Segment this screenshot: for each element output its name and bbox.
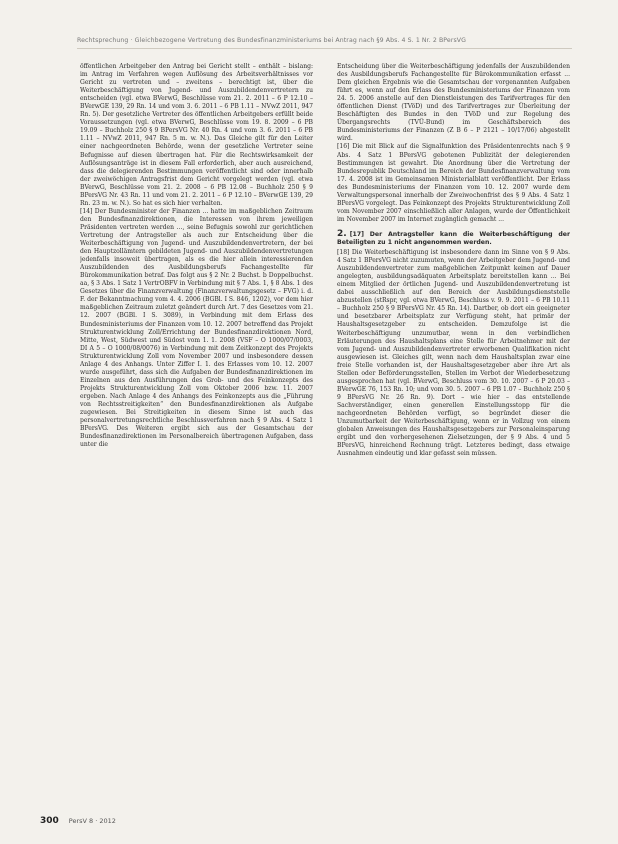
running-head: Rechtsprechung · Gleichbezogene Vertretung des Bundesfinanzministeriums bei Antrag nach §9 Abs. 4 S. 1 Nr. 2 BPersVG <box>77 37 467 44</box>
paragraph: Entscheidung über die Weiterbeschäftigung jedenfalls der Auszubildenden des Ausbildungsberufs Fachangestellte für Bürokommunikation erfasst ... Dem gleichen Ergebnis wie die Gesamtschau der vorgenannten Aufgaben führt es, wenn auf den Erlass des Bundesministeriums der Finanzen vom 24. 5. 2006 anstelle auf den Dienstleistungen des Tarifvertrages für den öffentlichen Dienst (TVöD) und des Tarifvertrages zur Überleitung der Beschäftigten des Bundes in den TVöD und zur Regelung des Übergangsrechts (TVÜ-Bund) im Geschäftsbereich des Bundesministeriums der Finanzen (Z B 6 – P 2121 – 10/17/06) abgestellt wird. <box>337 63 570 143</box>
paragraph: [14] Der Bundesminister der Finanzen ... hatte im maßgeblichen Zeitraum den Bundesfinanzdirektionen, die Interessen von ihrem jeweiligen Präsidenten vertreten werden ..., seine Befugnis sowohl zur gerichtlichen Vertretung der Antragsteller als auch zur Entscheidung über die Weiterbeschäftigung von Jugend- und Auszubildendenvertretern, der bei den Hauptzollämtern gebildeten Jugend- und Auszubildendenvertretungen jedenfalls insoweit übertragen, als es die hier allein interessierenden Auszubildenden des Ausbildungsberufs Fachangestellte für Bürokommunikation betraf. Das folgt aus § 2 Nr. 2 Buchst. b Doppelbuchst. aa, § 3 Abs. 1 Satz 1 VertrOBFV in Verbindung mit § 7 Abs. 1, § 8 Abs. 1 des Gesetzes über die Finanzverwaltung (Finanzverwaltungsgesetz – FVG) i. d. F. der Bekanntmachung vom 4. 4. 2006 (BGBl. I S. 846, 1202), vor dem hier maßgeblichen Zeitraum zuletzt geändert durch Art. 7 des Gesetzes vom 21. 12. 2007 (BGBl. I S. 3089), in Verbindung mit dem Erlass des Bundesministeriums der Finanzen vom 10. 12. 2007 betreffend das Projekt Strukturentwicklung Zoll/Errichtung der Bundesfinanzdirektionen Nord, Mitte, West, Südwest und Südost vom 1. 1. 2008 (VSF – O 1000/07/0003, DI A 5 – O 1000/08/0076) in Verbindung mit dem Zeitkonzept des Projekts Strukturentwicklung Zoll vom November 2007 und insbesondere dessen Anlage 4 des Anhangs. Unter Ziffer I. 1. des Erlasses vom 10. 12. 2007 wurde ausgeführt, dass sich die Aufgaben der Bundesfinanzdirektionen im Einzelnen aus den Ausführungen des Grob- und des Feinkonzepts des Projekts Strukturentwicklung Zoll vom Oktober 2006 bzw. 11. 2007 ergeben. Nach Anlage 4 des Anhangs des Feinkonzepts aus die „Führung von Rechtsstreitigkeiten“ den Bundesfinanzdirektionen als Aufgabe zugewiesen. Bei Streitigkeiten in diesem Sinne ist auch das personalvertretungsrechtliche Beschlussverfahren nach § 9 Abs. 4 Satz 1 BPersVG. Des Weiteren ergibt sich aus der Gesamtschau der Bundesfinanzdirektionen im Personalbereich übertragenen Aufgaben, dass unter die <box>80 207 313 449</box>
section-heading <box>337 230 570 247</box>
page-footer <box>40 816 116 826</box>
header-rule <box>77 48 572 49</box>
left-column <box>80 63 313 813</box>
journal-issue: PersV 8 · 2012 <box>68 817 116 825</box>
paragraph: öffentlichen Arbeitgeber den Antrag bei Gericht stellt – enthält – bislang: im Antrag im Verfahren wegen Auflösung des Arbeitsverhältnisses vor Gericht zu vertreten und – zweitens – berechtigt ist, über die Weiterbeschäftigung von Jugend- und Auszubildendenvertretern zu entscheiden (vgl. etwa BVerwG, Beschlüsse vom 21. 2. 2011 – 6 P 12.10 – BVerwGE 139, 29 Rn. 14 und vom 3. 6. 2011 – 6 PB 1.11 – NVwZ 2011, 947 Rn. 5). Der gesetzliche Vertreter des öffentlichen Arbeitgebers erfüllt beide Voraussetzungen (vgl. etwa BVerwG, Beschlüsse vom 19. 8. 2009 – 6 PB 19.09 – Buchholz 250 § 9 BPersVG Nr. 40 Rn. 4 und vom 3. 6. 2011 – 6 PB 1.11 – NVwZ 2011, 947 Rn. 5 m. w. N.). Das Gleiche gilt für den Leiter einer nachgeordneten Behörde, wenn der gesetzliche Vertreter seine Befugnisse auf diesen übertragen hat. Für die Rechtswirksamkeit der Auflösungsanträge ist in diesem Fall erforderlich, aber auch ausreichend, dass die delegierenden Bestimmungen veröffentlicht sind oder innerhalb der zweiwöchigen Antragsfrist dem Gericht vorgelegt werden (vgl. etwa BVerwG, Beschlüsse vom 21. 2. 2008 – 6 PB 12.08 – Buchholz 250 § 9 BPersVG Nr. 43 Rn. 11 und vom 21. 2. 2011 – 6 P 12.10 – BVerwGE 139, 29 Rn. 23 m. w. N.). So hat es sich hier verhalten. <box>80 63 313 207</box>
right-column <box>337 63 570 813</box>
page-number: 300 <box>40 816 59 826</box>
paragraph: [16] Die mit Blick auf die Signalfunktion des Präsidentenrechts nach § 9 Abs. 4 Satz 1 BPersVG gebotenen Publizität der delegierenden Bestimmungen ist gewahrt. Die Anordnung über die Vertretung der Bundesrepublik Deutschland im Bereich der Bundesfinanzverwaltung vom 17. 4. 2008 ist im Gemeinsamen Ministerialblatt veröffentlicht. Der Erlass des Bundesministeriums der Finanzen vom 10. 12. 2007 wurde dem Verwaltungspersonal innerhalb der Zweiwochenfrist des § 9 Abs. 4 Satz 1 BPersVG vorgelegt. Das Feinkonzept des Projekts Strukturentwicklung Zoll vom November 2007 einschließlich aller Anlagen, wurde der Öffentlichkeit im November 2007 im Internet zugänglich gemacht ... <box>337 143 570 223</box>
section-title: [17] Der Antragsteller kann die Weiterbeschäftigung der Beteiligten zu 1 nicht angenommen werden. <box>337 230 570 246</box>
paragraph: [18] Die Weiterbeschäftigung ist insbesondere dann im Sinne von § 9 Abs. 4 Satz 1 BPersVG nicht zuzumuten, wenn der Arbeitgeber dem Jugend- und Auszubildendenvertreter zum maßgeblichen Zeitpunkt keinen auf Dauer angelegten, ausbildungsadäquaten Arbeitsplatz bereitstellen kann ... Bei einem Mitglied der örtlichen Jugend- und Auszubildendenvertretung ist dabei ausschließlich auf den Bereich der Ausbildungsdienststelle abzustellen (stRspr, vgl. etwa BVerwG, Beschluss v. 9. 9. 2011 – 6 PB 10.11 – Buchholz 250 § 9 BPersVG Nr. 45 Rn. 14). Dartber, ob dort ein geeigneter und besetzbarer Arbeitsplatz zur Verfügung steht, hat primär der Haushaltsgesetzgeber zu entscheiden. Demzufolge ist die Weiterbeschäftigung unzumutbar, wenn in den verbindlichen Erläuterungen des Haushaltsplans eine Stelle für Arbeitnehmer mit der vom Jugend- und Auszubildendenvertreter erworbenen Qualifikation nicht ausgewiesen ist. Gleiches gilt, wenn nach dem Haushaltsplan zwar eine freie Stelle vorhanden ist, der Haushaltsgesetzgeber aber ihre Art als Stellen oder Beförderungsstellen, Stellen im Verbot der Wiederbesetzung ausgesprochen hat (vgl. BVerwG, Beschluss vom 30. 10. 2007 – 6 P 20.03 – BVerwGE 76, 153 Rn. 10; und vom 30. 5. 2007 – 6 PB 1.07 – Buchholz 250 § 9 BPersVG Nr. 26 Rn. 9). Dort – wie hier – das entstellende Sachverständiger, einen generellen Einstellungsstopp für die nachgeordneten Behörden verfügt, so begründet dieser die Unzumutbarkeit der Weiterbeschäftigung, wenn er in Vollzug von einem globalen Anweisungen des Haushaltsgesetzgebers zur Personaleinsparung ergibt und den vorhergesehenen Zielsetzungen, der § 9 Abs. 4 und 5 BPersVG, hinreichend Rechnung trägt. Letzteres bedingt, dass etwaige Ausnahmen eindeutig und klar gefasst sein müssen. <box>337 249 570 458</box>
section-number: 2. <box>337 228 347 239</box>
